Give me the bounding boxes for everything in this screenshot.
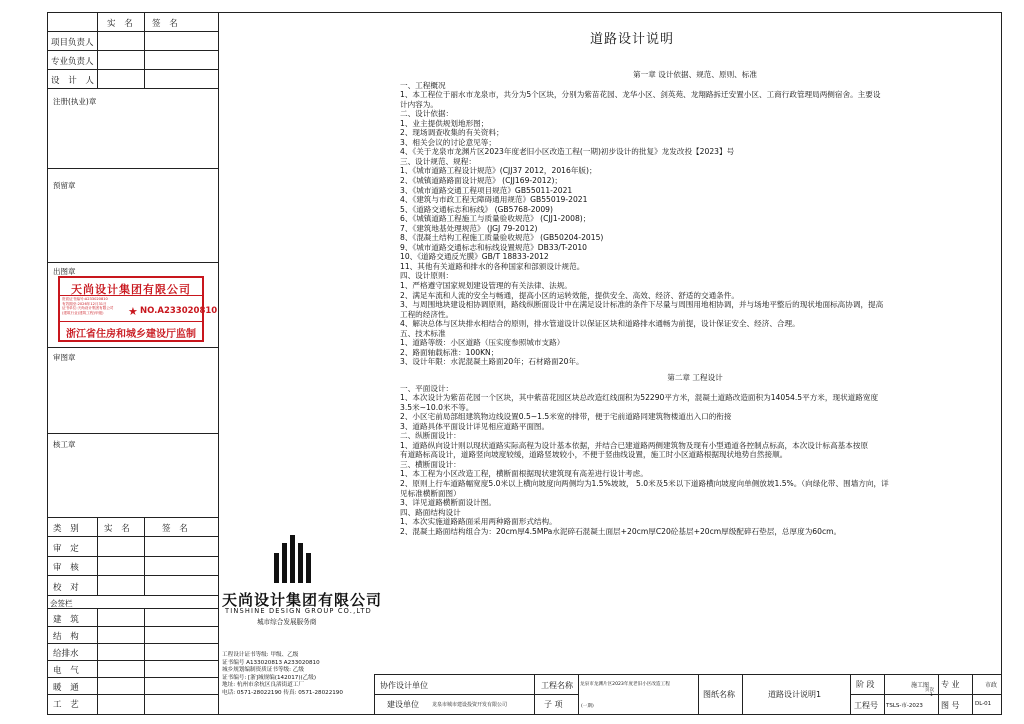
countersign-plumbing: 给排水: [53, 649, 79, 659]
text-line: 二、纵断面设计：: [400, 431, 461, 441]
sign-row-check: 校 对: [53, 583, 82, 593]
text-line: 计内容为。: [400, 99, 438, 109]
company-info-line: 地址: 杭州市余杭区良渚街道工厂: [222, 682, 304, 689]
countersign-electrical: 电 气: [53, 666, 82, 676]
drawing-name-value: 道路设计说明1: [768, 690, 822, 699]
text-line: 工程的经济性。: [400, 309, 454, 319]
text-line: 2、《城镇道路路面设计规范》 (CJJ169-2012)；: [400, 176, 563, 186]
project-no-value: TSLS-市-2023: [886, 703, 923, 709]
chapter-2-lines: [400, 384, 990, 537]
company-info-line: 城乡规划编制资质证书等级: 乙级: [222, 667, 304, 674]
company-info-line: 证书编号 A133020813 A233020810: [222, 659, 320, 666]
text-line: 9、《城市道路交通标志和标线设置规范》DB33/T-2010: [400, 242, 588, 252]
stamp-line-4: (建筑行业(建筑工程)甲级): [62, 310, 104, 315]
text-line: 一、平面设计：: [400, 383, 454, 393]
left-panel: [47, 12, 219, 715]
chapter-1-title: 第一章 设计依据、规范、原则、标准: [633, 70, 757, 79]
text-line: 10、《道路交通反光膜》GB/T 18833-2012: [400, 252, 549, 262]
text-line: 1、严格遵守国家规划建设管理的有关法律、法规。: [400, 281, 572, 291]
text-line: 2、现场调查收集的有关资料；: [400, 128, 504, 138]
text-line: 3、设计年限：水泥混凝土路面20年；石材路面20年。: [400, 357, 584, 367]
stamp-line-2: 有效期至:2026年12月31日: [62, 301, 107, 306]
company-info: [222, 652, 343, 698]
sign-header-name: 实 名: [104, 524, 133, 534]
role-designer: 设 计 人: [51, 76, 97, 86]
project-name-value-1: 龙泉市龙渊片区2023年度老旧小区改造工程: [580, 682, 670, 687]
company-subtitle: 城市综合发展服务商: [257, 618, 317, 626]
company-info-line: 工程设计证书等级: 甲级、乙级: [222, 652, 299, 658]
company-info-line: 电话: 0571-28022190 传真: 0571-28022190: [222, 689, 343, 696]
company-name-cn: 天尚设计集团有限公司: [222, 591, 383, 609]
company-name-en: TINSHINE DESIGN GROUP CO.,LTD: [225, 607, 372, 615]
header-name-label: 实 名: [107, 19, 136, 29]
text-line: 3、与周围地块建设相协调原则，路线纵断面设计中在满足设计标准的条件下尽量与周围用地相协调，并与场地平整后的现状地面标高协调，提高: [400, 300, 884, 310]
text-line: 1、本工程为小区改造工程，横断面根据现状建筑现有高差进行设计考虑。: [400, 469, 648, 479]
text-line: 三、设计规范、规程：: [400, 156, 476, 166]
sheet-value: 1: [930, 693, 933, 698]
text-line: 1、道路纵向设计则以现状道路实际高程为设计基本依据，并结合已建道路两侧建筑物及现有小型通道各控制点标高，本次设计标高基本按原: [400, 440, 869, 450]
text-line: 1、《城市道路工程设计规范》(CJJ37 2012，2016年版)；: [400, 166, 597, 176]
project-no-label: 工程号: [854, 701, 878, 710]
text-line: 一、工程概况: [400, 80, 446, 90]
document-body: [400, 70, 990, 536]
countersign-structure: 结 构: [53, 632, 82, 642]
text-line: 4、《建筑与市政工程无障碍通用规范》GB55019-2021: [400, 195, 588, 205]
project-name-label: 工程名称: [541, 681, 573, 690]
text-line: 四、路面结构设计: [400, 507, 461, 517]
stamp-number: NO.A233020810: [140, 306, 218, 316]
stamp-line-3: 证书单位:天尚设计集团有限公司: [62, 306, 114, 311]
client-value: 龙泉市城市建设投资开发有限公司: [432, 702, 508, 708]
text-line: 1、业主提供规划地形图；: [400, 118, 489, 128]
text-line: 2、原则上行车道路幅宽度5.0米以上横向坡度向两侧均为1.5%坡坡， 5.0米及5米以下道路横向坡度向单侧放坡1.5%。（向绿化带、围墙方向，详: [400, 478, 889, 488]
stamp-company: 天尚设计集团有限公司: [71, 283, 191, 296]
text-line: 五、技术标准: [400, 328, 446, 338]
text-line: 3、《城市道路交通工程项目规范》GB55011-2021: [400, 185, 573, 195]
text-line: 有道路标高设计，道路竖向坡度较缓，道路竖坡较小，不便于竖曲线设置，施工时小区道路根据现状地势自然接顺。: [400, 450, 788, 460]
star-icon: ★: [128, 305, 138, 318]
project-name-value-2: (一期): [581, 704, 594, 709]
text-line: 5、《道路交通标志和标线》 (GB5768-2009): [400, 204, 553, 214]
prelim-stamp-label: 预留章: [53, 181, 76, 190]
discipline-label: 专 业: [941, 680, 960, 689]
text-line: 3.5米~10.0米不等。: [400, 402, 474, 412]
countersign-architecture: 建 筑: [53, 615, 82, 625]
role-discipline-lead: 专业负责人: [51, 57, 94, 67]
text-line: 2、小区宅前局部组建筑物边线设置0.5~1.5米宽的排带，便于宅前道路同建筑物楼道出入口的衔接: [400, 412, 732, 422]
text-line: 1、本次设计为紫苗花园一个区块，其中紫苗花园区块总改造红线面积为52290平方米，混凝土道路改造面积为14054.5平方米，现状道路宽度: [400, 393, 879, 403]
text-line: 4、《关于龙泉市龙渊片区2023年度老旧小区改造工程(一期)初步设计的批复》龙发改投【2023】号: [400, 147, 735, 157]
sheet-label: 页次: [925, 688, 934, 693]
company-info-line: 证书编号: [浙]城规编(142017)(乙级): [222, 674, 317, 681]
reg-stamp-label: 注册(执业)章: [53, 97, 97, 106]
document-title: 道路设计说明: [590, 32, 675, 47]
text-line: 7、《建筑地基处理规范》 (JGJ 79-2012): [400, 223, 538, 233]
stage-label: 阶 段: [856, 680, 875, 689]
text-line: 4、解决总体与区块排水相结合的原则，排水管道设计以保证区块和道路排水通畅为前提，设计保证安全、经济、合理。: [400, 319, 800, 329]
text-line: 四、设计原则：: [400, 271, 454, 281]
text-line: 2、路面轴载标准：100KN；: [400, 347, 499, 357]
countersign-hvac: 暖 通: [53, 683, 82, 693]
stamp-issuer: 浙江省住房和城乡建设厅监制: [66, 329, 196, 340]
text-line: 1、本工程位于丽水市龙泉市，共分为5个区块，分别为紫苗花园、龙华小区、剑英苑、龙翔路拆迁安置小区、工商行政管理局两侧宿舍。主要设: [400, 90, 881, 100]
sign-header-signature: 签 名: [162, 524, 191, 534]
sign-row-approve: 审 定: [53, 544, 82, 554]
qualification-stamp: [58, 276, 218, 342]
countersign-process: 工 艺: [53, 700, 82, 710]
sign-row-review: 审 核: [53, 563, 82, 573]
text-line: 2、满足车流和人流的安全与畅通，提高小区的运转效能，提供安全、高效、经济、舒适的交通条件。: [400, 290, 739, 300]
seal-label: 出图章: [53, 267, 76, 276]
text-line: 1、本次实施道路路面采用两种路面形式结构。: [400, 517, 557, 527]
text-line: 三、横断面设计：: [400, 459, 461, 469]
coop-unit-label: 协作设计单位: [380, 681, 428, 690]
discipline-value: 市政: [985, 682, 998, 689]
drawing-no-label: 图 号: [941, 701, 960, 710]
review-stamp-label: 审图章: [53, 353, 76, 362]
drawing-name-label: 图纸名称: [703, 690, 735, 699]
text-line: 2、混凝土路面结构组合为：20cm厚4.5MPa水泥碎石混凝土面层+20cm厚C20砼基层+20cm厚级配碎石垫层，总厚度为60cm。: [400, 526, 842, 536]
chapter-2-title: 第二章 工程设计: [667, 372, 723, 382]
text-line: 3、道路具体平面设计详见相应道路平面图。: [400, 421, 550, 431]
company-logo-icon: [272, 535, 312, 587]
text-line: 见标准横断面图）: [400, 488, 461, 498]
role-project-lead: 项目负责人: [51, 38, 94, 48]
text-line: 3、详见道路横断面设计图。: [400, 498, 496, 508]
sign-header-category: 类 别: [53, 524, 82, 534]
text-line: 1、道路等级：小区道路（压实度参照城市支路）: [400, 338, 565, 348]
text-line: 8、《混凝土结构工程施工质量验收规范》 (GB50204-2015): [400, 233, 604, 243]
subproject-label: 子 项: [544, 700, 563, 709]
countersign-label: 会签栏: [50, 599, 73, 608]
text-line: 11、其他有关道路和排水的各种国家和部颁设计规范。: [400, 261, 585, 271]
header-sign-label: 签 名: [152, 19, 181, 29]
stamp-line-1: 资质证书编号:A233020810: [62, 297, 108, 301]
text-line: 6、《城镇道路工程施工与质量验收规范》 (CJJ1-2008)；: [400, 214, 591, 224]
stage-value: 施工图: [911, 682, 930, 689]
chapter-1-lines: [400, 81, 990, 367]
client-label: 建设单位: [387, 700, 419, 709]
approval-stamp-label: 核工章: [53, 440, 76, 449]
text-line: 3、相关会议的讨论意见等；: [400, 137, 496, 147]
text-line: 二、设计依据：: [400, 109, 454, 119]
drawing-no-value: DL-01: [975, 701, 992, 707]
